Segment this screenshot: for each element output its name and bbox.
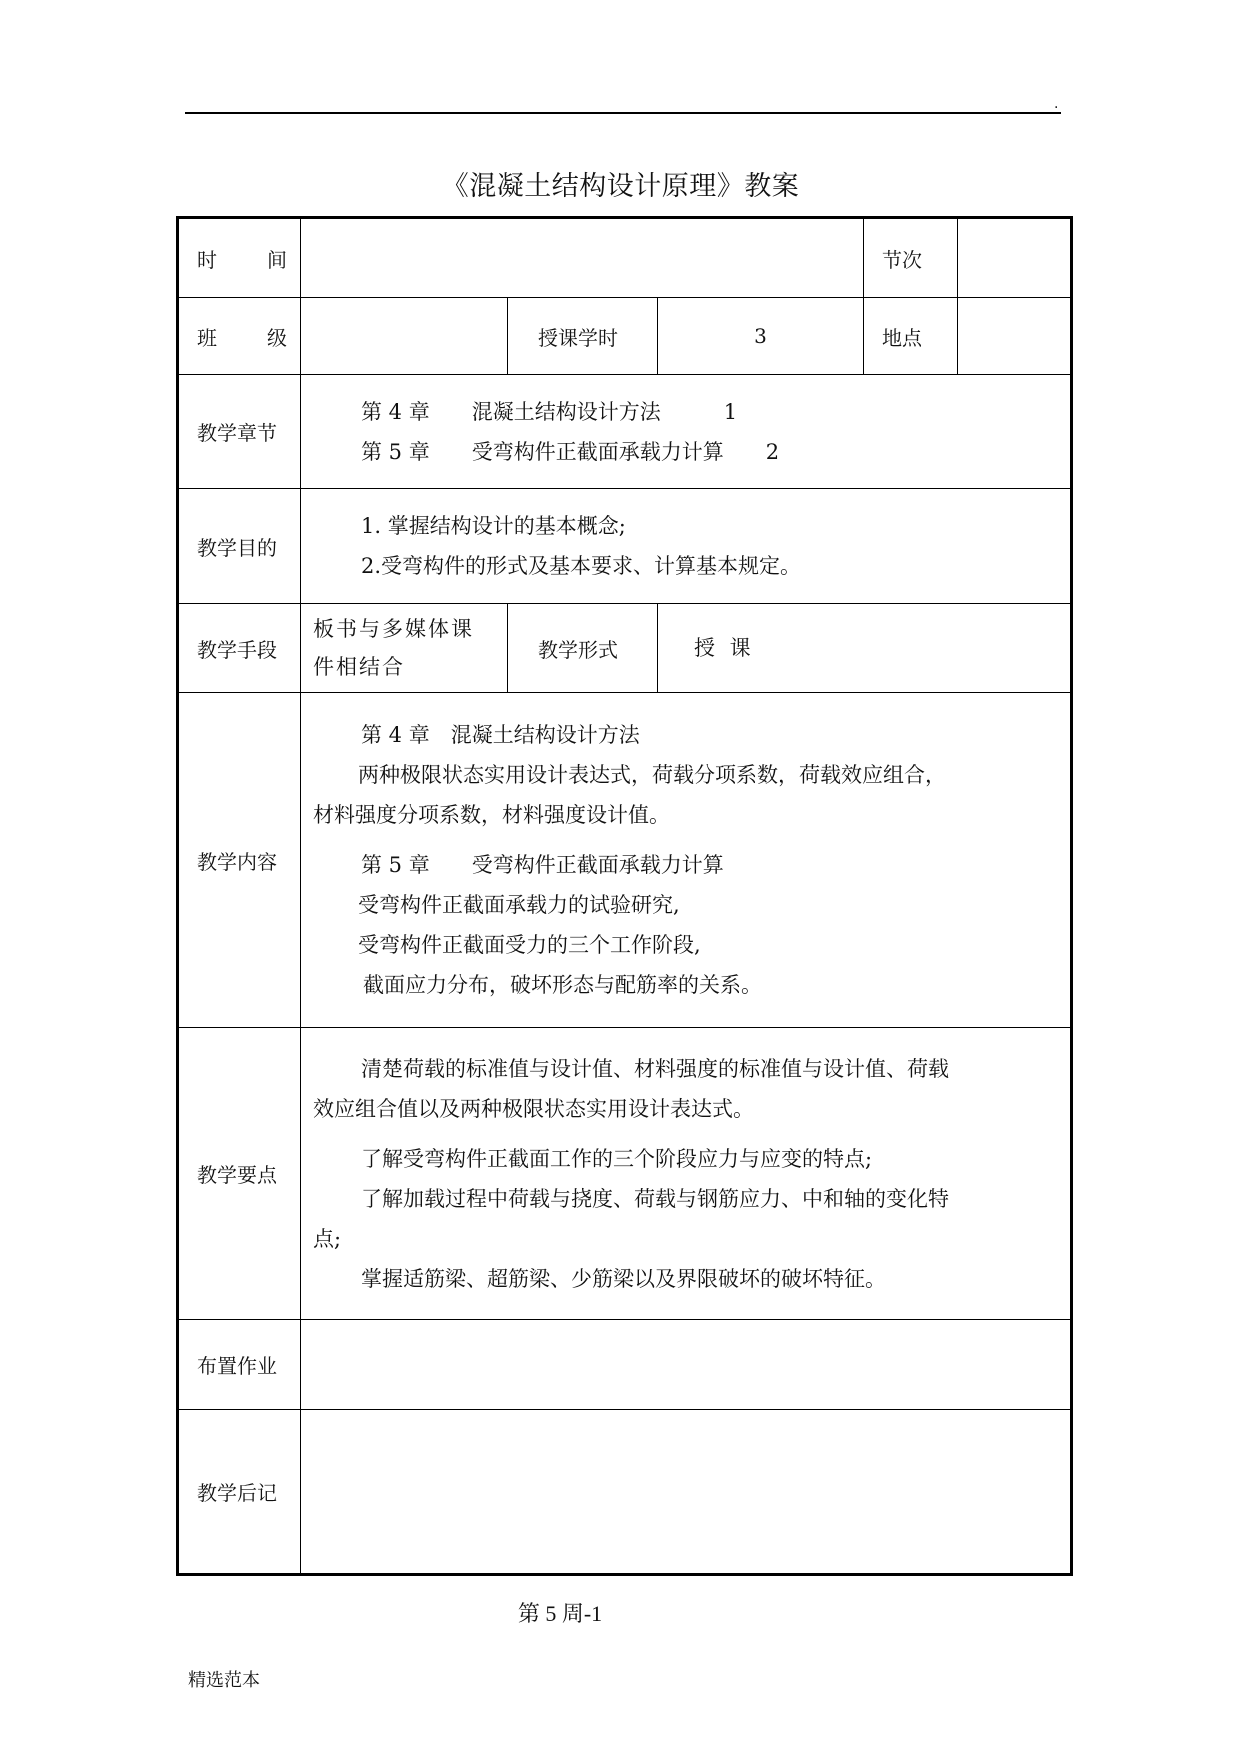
footer-note: 精选范本 bbox=[188, 1670, 260, 1691]
content-value bbox=[301, 693, 1072, 1028]
document-title: 《混凝土结构设计原理》教案 bbox=[441, 171, 800, 202]
header-rule bbox=[185, 112, 1061, 114]
chapters-value bbox=[301, 375, 1072, 489]
goals-label: 教学目的 bbox=[178, 489, 301, 604]
content-line: 受弯构件正截面受力的三个工作阶段, bbox=[358, 933, 701, 957]
content-line: 截面应力分布，破坏形态与配筋率的关系。 bbox=[363, 973, 762, 997]
homework-value bbox=[301, 1320, 1072, 1410]
row-time bbox=[178, 218, 1072, 298]
keypoints-label: 教学要点 bbox=[178, 1028, 301, 1320]
row-keypoints bbox=[178, 1028, 1072, 1320]
time-label: 时 间 bbox=[178, 218, 301, 298]
chapter-line: 第 4 章 混凝土结构设计方法 1 bbox=[361, 399, 738, 424]
homework-label: 布置作业 bbox=[178, 1320, 301, 1410]
keypoint-line: 清楚荷载的标准值与设计值、材料强度的标准值与设计值、荷载 bbox=[361, 1056, 949, 1081]
content-line: 第 4 章 混凝土结构设计方法 bbox=[361, 723, 640, 747]
notes-value bbox=[301, 1410, 1072, 1575]
header-dot: . bbox=[1054, 96, 1059, 112]
class-label: 班 级 bbox=[178, 298, 301, 375]
goals-value bbox=[301, 489, 1072, 604]
content-line: 受弯构件正截面承载力的试验研究, bbox=[358, 893, 680, 917]
keypoint-line: 了解受弯构件正截面工作的三个阶段应力与应变的特点; bbox=[361, 1146, 873, 1171]
row-class bbox=[178, 298, 1072, 375]
means-value bbox=[301, 604, 508, 693]
row-means bbox=[178, 604, 1072, 693]
keypoint-line: 了解加载过程中荷载与挠度、荷载与钢筋应力、中和轴的变化特 bbox=[361, 1186, 949, 1211]
row-goals bbox=[178, 489, 1072, 604]
content-line: 两种极限状态实用设计表达式，荷载分项系数，荷载效应组合， bbox=[358, 763, 946, 787]
time-value bbox=[301, 218, 864, 298]
section-value bbox=[958, 218, 1072, 298]
means-label: 教学手段 bbox=[178, 604, 301, 693]
page-number: 第 5 周-1 bbox=[517, 1601, 603, 1626]
content-label: 教学内容 bbox=[178, 693, 301, 1028]
content-line: 材料强度分项系数，材料强度设计值。 bbox=[313, 803, 670, 827]
lesson-plan-table bbox=[176, 216, 1073, 1576]
keypoint-line: 掌握适筋梁、超筋梁、少筋梁以及界限破坏的破坏特征。 bbox=[361, 1266, 886, 1291]
goal-line: 1. 掌握结构设计的基本概念; bbox=[361, 514, 626, 538]
keypoints-value bbox=[301, 1028, 1072, 1320]
notes-label: 教学后记 bbox=[178, 1410, 301, 1575]
form-label: 教学形式 bbox=[508, 604, 658, 693]
keypoint-line: 点; bbox=[313, 1226, 342, 1251]
chapter-line: 第 5 章 受弯构件正截面承载力计算 2 bbox=[361, 439, 780, 464]
hours-label: 授课学时 bbox=[508, 298, 658, 375]
means-line: 板书与多媒体课 bbox=[313, 617, 474, 641]
hours-value: 3 bbox=[658, 298, 864, 375]
row-homework bbox=[178, 1320, 1072, 1410]
content-line: 第 5 章 受弯构件正截面承载力计算 bbox=[361, 853, 724, 877]
keypoint-line: 效应组合值以及两种极限状态实用设计表达式。 bbox=[313, 1096, 754, 1121]
chapters-label: 教学章节 bbox=[178, 375, 301, 489]
place-value bbox=[958, 298, 1072, 375]
goal-line: 2.受弯构件的形式及基本要求、计算基本规定。 bbox=[361, 554, 802, 578]
row-content bbox=[178, 693, 1072, 1028]
class-value bbox=[301, 298, 508, 375]
place-label: 地点 bbox=[864, 298, 958, 375]
row-chapters bbox=[178, 375, 1072, 489]
section-label: 节次 bbox=[864, 218, 958, 298]
form-value: 授 课 bbox=[658, 604, 1072, 693]
means-line: 件相结合 bbox=[313, 655, 405, 679]
row-notes bbox=[178, 1410, 1072, 1575]
